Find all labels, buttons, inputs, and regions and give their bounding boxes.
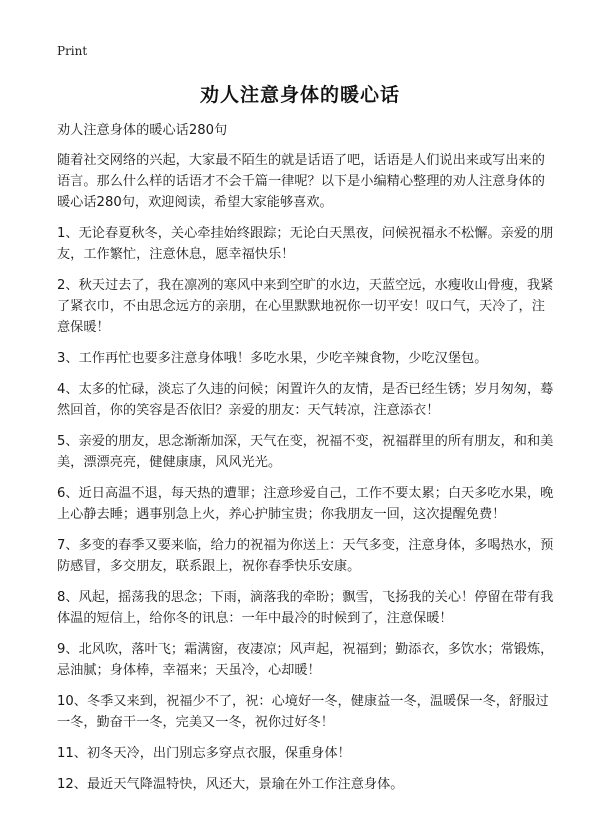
list-item: 8、风起，摇荡我的思念；下雨，滴落我的牵盼；飘雪，飞扬我的关心！停留在带有我体温的短信上，给你冬的讯息：一年中最冷的时候到了，注意保暖！	[57, 590, 554, 626]
list-item: 10、冬季又来到，祝福少不了，祝：心境好一冬，健康益一冬，温暖保一冬，舒服过一冬，勤奋干一冬，完美又一冬，祝你过好冬！	[57, 694, 549, 730]
list-item: 1、无论春夏秋冬，关心牵挂始终跟踪；无论白天黑夜，问候祝福永不松懈。亲爱的朋友，工作繁忙，注意休息，愿幸福快乐！	[57, 226, 554, 262]
list-item: 9、北风吹，落叶飞；霜满窗，夜凄凉；风声起，祝福到；勤添衣，多饮水；常锻炼，忌油腻；身体棒，幸福来；天虽冷，心却暖！	[57, 642, 554, 678]
list-item: 5、亲爱的朋友，思念渐渐加深，天气在变，祝福不变，祝福群里的所有朋友，和和美美，漂漂亮亮，健健康康，风风光光。	[57, 434, 554, 470]
list-item: 2、秋天过去了，我在凛冽的寒风中来到空旷的水边，天蓝空远，水瘦收山骨瘦，我紧了紧衣巾，不由思念远方的亲朋，在心里默默地祝你一切平安！叹口气，天冷了，注意保暖！	[57, 278, 554, 335]
list-item: 6、近日高温不退，每天热的遭罪；注意珍爱自己，工作不要太累；白天多吃水果，晚上心静去睡；遇事别急上火，养心护肺宝贵；你我朋友一回，这次提醒免费！	[57, 486, 554, 522]
document-subtitle: 劝人注意身体的暖心话280句	[57, 123, 228, 138]
list-item: 4、太多的忙碌，淡忘了久违的问候；闲置许久的友情，是否已经生锈；岁月匆匆，蓦然回首，你的笑容是否依旧？亲爱的朋友：天气转凉，注意添衣！	[57, 382, 554, 418]
list-item: 12、最近天气降温特快，风还大，景瑜在外工作注意身体。	[57, 777, 404, 792]
list-item: 7、多变的春季又要来临，给力的祝福为你送上：天气多变，注意身体，多喝热水，预防感冒，多交朋友，联系跟上，祝你春季快乐安康。	[57, 538, 554, 574]
list-item: 3、工作再忙也要多注意身体哦！多吃水果，少吃辛辣食物，少吃汉堡包。	[57, 351, 488, 366]
document-title: 劝人注意身体的暖心话	[199, 84, 400, 106]
list-item: 11、初冬天冷，出门别忘多穿点衣服，保重身体！	[57, 746, 351, 761]
document-body	[57, 150, 555, 805]
print-link[interactable]: Print	[57, 44, 88, 58]
intro-paragraph: 随着社交网络的兴起，大家最不陌生的就是话语了吧，话语是人们说出来或写出来的语言。那么什么样的话语才不会千篇一律呢？以下是小编精心整理的劝人注意身体的暖心话280句，欢迎阅读，希望大家能够喜欢。	[57, 153, 545, 210]
